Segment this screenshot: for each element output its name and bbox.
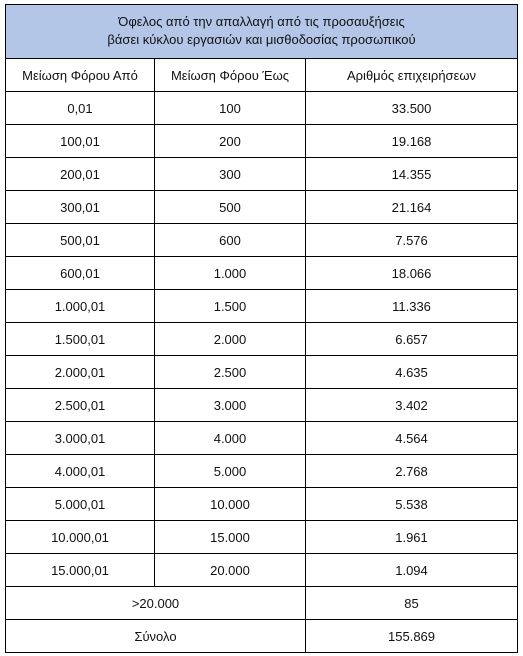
- cell-to: 5.000: [155, 455, 306, 488]
- column-header-from: Μείωση Φόρου Από: [6, 59, 155, 92]
- cell-to: 100: [155, 92, 306, 125]
- cell-from: 1.000,01: [6, 290, 155, 323]
- cell-to: 3.000: [155, 389, 306, 422]
- table-title-row: [6, 5, 518, 59]
- table-row: [6, 554, 518, 587]
- over-limit-label: >20.000: [6, 587, 306, 620]
- cell-to: 300: [155, 158, 306, 191]
- cell-from: 1.500,01: [6, 323, 155, 356]
- table-row: [6, 356, 518, 389]
- table-title-line-1: Όφελος από την απαλλαγή από τις προσαυξήσεις: [118, 13, 405, 29]
- table-row: [6, 158, 518, 191]
- over-limit-count: 85: [306, 587, 518, 620]
- table-row: [6, 389, 518, 422]
- cell-to: 200: [155, 125, 306, 158]
- cell-from: 2.500,01: [6, 389, 155, 422]
- table-container: [5, 4, 518, 653]
- cell-from: 10.000,01: [6, 521, 155, 554]
- tax-reduction-table: [5, 4, 518, 653]
- cell-from: 200,01: [6, 158, 155, 191]
- cell-count: 1.961: [306, 521, 518, 554]
- table-row: [6, 488, 518, 521]
- table-row: [6, 521, 518, 554]
- cell-from: 300,01: [6, 191, 155, 224]
- table-row: [6, 224, 518, 257]
- cell-count: 33.500: [306, 92, 518, 125]
- cell-count: 4.564: [306, 422, 518, 455]
- total-count: 155.869: [306, 620, 518, 653]
- table-row: [6, 257, 518, 290]
- cell-from: 0,01: [6, 92, 155, 125]
- cell-to: 15.000: [155, 521, 306, 554]
- cell-to: 600: [155, 224, 306, 257]
- total-row: [6, 620, 518, 653]
- total-label: Σύνολο: [6, 620, 306, 653]
- cell-count: 7.576: [306, 224, 518, 257]
- column-header-count: Αριθμός επιχειρήσεων: [306, 59, 518, 92]
- table-row: [6, 323, 518, 356]
- cell-from: 5.000,01: [6, 488, 155, 521]
- cell-count: 18.066: [306, 257, 518, 290]
- column-header-to: Μείωση Φόρου Έως: [155, 59, 306, 92]
- cell-from: 4.000,01: [6, 455, 155, 488]
- cell-count: 2.768: [306, 455, 518, 488]
- table-title-line-2: βάσει κύκλου εργασιών και μισθοδοσίας προσωπικού: [107, 31, 416, 47]
- cell-to: 2.500: [155, 356, 306, 389]
- over-limit-row: [6, 587, 518, 620]
- cell-to: 10.000: [155, 488, 306, 521]
- cell-count: 3.402: [306, 389, 518, 422]
- cell-from: 15.000,01: [6, 554, 155, 587]
- cell-to: 1.000: [155, 257, 306, 290]
- cell-count: 1.094: [306, 554, 518, 587]
- cell-count: 11.336: [306, 290, 518, 323]
- table-row: [6, 92, 518, 125]
- cell-from: 500,01: [6, 224, 155, 257]
- table-row: [6, 125, 518, 158]
- cell-count: 4.635: [306, 356, 518, 389]
- cell-to: 500: [155, 191, 306, 224]
- table-row: [6, 290, 518, 323]
- table-title: [6, 5, 518, 59]
- cell-to: 1.500: [155, 290, 306, 323]
- cell-to: 4.000: [155, 422, 306, 455]
- cell-count: 6.657: [306, 323, 518, 356]
- cell-to: 20.000: [155, 554, 306, 587]
- table-body: [6, 92, 518, 653]
- cell-from: 100,01: [6, 125, 155, 158]
- cell-count: 21.164: [306, 191, 518, 224]
- table-row: [6, 191, 518, 224]
- cell-count: 19.168: [306, 125, 518, 158]
- cell-from: 3.000,01: [6, 422, 155, 455]
- cell-from: 600,01: [6, 257, 155, 290]
- cell-to: 2.000: [155, 323, 306, 356]
- table-header-row: [6, 59, 518, 92]
- cell-from: 2.000,01: [6, 356, 155, 389]
- table-row: [6, 455, 518, 488]
- table-row: [6, 422, 518, 455]
- cell-count: 5.538: [306, 488, 518, 521]
- cell-count: 14.355: [306, 158, 518, 191]
